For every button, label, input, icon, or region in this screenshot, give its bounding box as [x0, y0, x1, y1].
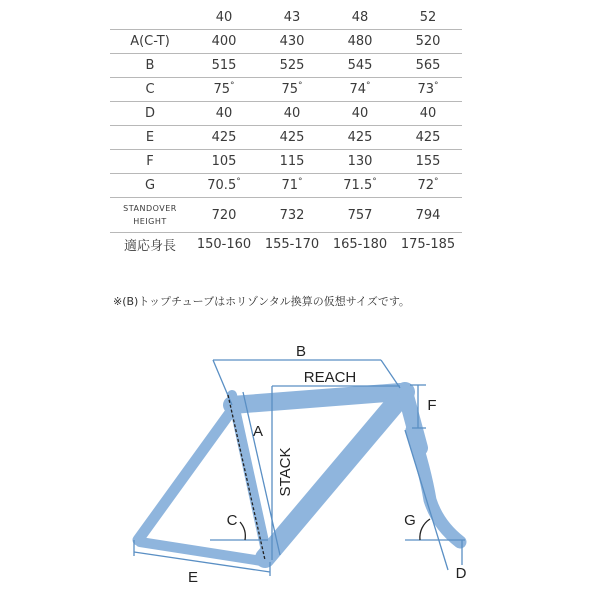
- standover-line1: STANDOVER: [123, 204, 177, 213]
- label-e: E: [187, 569, 199, 586]
- cell: 155-170: [264, 237, 320, 252]
- row-b: [110, 54, 462, 78]
- label-b: B: [295, 343, 307, 360]
- row-label: D: [110, 102, 190, 126]
- b-left-guide: [213, 360, 232, 405]
- label-d: D: [455, 565, 467, 582]
- cell: 40: [394, 102, 462, 126]
- cell: 105: [190, 150, 258, 174]
- size-header: 43: [258, 5, 326, 30]
- size-header: 48: [326, 5, 394, 30]
- cell: 70.5°: [190, 174, 258, 198]
- cell: 40: [258, 102, 326, 126]
- row-label-standover: [110, 198, 190, 233]
- row-label: E: [110, 126, 190, 150]
- cell: 175-185: [400, 237, 456, 252]
- cell: 525: [258, 54, 326, 78]
- cell: 71°: [258, 174, 326, 198]
- cell: 165-180: [332, 237, 388, 252]
- cell: 71.5°: [326, 174, 394, 198]
- cell: 400: [190, 30, 258, 54]
- cell: 515: [190, 54, 258, 78]
- chain-stay: [140, 542, 268, 562]
- cell: 40: [326, 102, 394, 126]
- row-label: 適応身長: [123, 239, 176, 254]
- row-label: F: [110, 150, 190, 174]
- cell: 565: [394, 54, 462, 78]
- cell: 72°: [394, 174, 462, 198]
- cell: 732: [258, 198, 326, 233]
- cell: 115: [258, 150, 326, 174]
- cell: 425: [326, 126, 394, 150]
- label-f: F: [427, 397, 437, 414]
- c-arc: [240, 522, 245, 540]
- header-corner: [110, 5, 190, 30]
- cell: 155: [394, 150, 462, 174]
- geometry-table: [110, 5, 462, 256]
- cell: 75°: [190, 78, 258, 102]
- cell: 720: [190, 198, 258, 233]
- frame-tubes: [138, 392, 460, 562]
- row-f: [110, 150, 462, 174]
- label-c: C: [226, 512, 238, 529]
- top-tube: [232, 392, 400, 405]
- cell: 73°: [394, 78, 462, 102]
- cell: 425: [190, 126, 258, 150]
- label-reach: REACH: [303, 369, 357, 386]
- cell: 430: [258, 30, 326, 54]
- cell: 150-160: [196, 237, 252, 252]
- row-e: [110, 126, 462, 150]
- row-label: B: [110, 54, 190, 78]
- row-c: [110, 78, 462, 102]
- fork: [412, 430, 460, 542]
- seat-stay: [138, 410, 232, 540]
- cell: 40: [190, 102, 258, 126]
- row-a: [110, 30, 462, 54]
- row-label: C: [110, 78, 190, 102]
- cell: 74°: [326, 78, 394, 102]
- label-stack: STACK: [277, 447, 294, 497]
- cell: 794: [394, 198, 462, 233]
- cell: 520: [394, 30, 462, 54]
- cell: 425: [258, 126, 326, 150]
- size-header-row: [110, 5, 462, 30]
- size-header: 40: [190, 5, 258, 30]
- cell: 545: [326, 54, 394, 78]
- cell: 757: [326, 198, 394, 233]
- standover-line2: HEIGHT: [133, 217, 167, 226]
- row-label: G: [110, 174, 190, 198]
- row-d: [110, 102, 462, 126]
- size-header: 52: [394, 5, 462, 30]
- row-fit-height: [110, 233, 462, 257]
- cell: 75°: [258, 78, 326, 102]
- label-a: A: [252, 423, 264, 440]
- cell: 480: [326, 30, 394, 54]
- row-standover: [110, 198, 462, 233]
- frame-geometry-diagram: [0, 330, 600, 600]
- cell: 130: [326, 150, 394, 174]
- row-g: [110, 174, 462, 198]
- row-label: A(C-T): [110, 30, 190, 54]
- g-arc: [420, 519, 430, 540]
- cell: 425: [394, 126, 462, 150]
- footnote: ※(B)トップチューブはホリゾンタル換算の仮想サイズです。: [113, 295, 410, 308]
- label-g: G: [404, 512, 416, 529]
